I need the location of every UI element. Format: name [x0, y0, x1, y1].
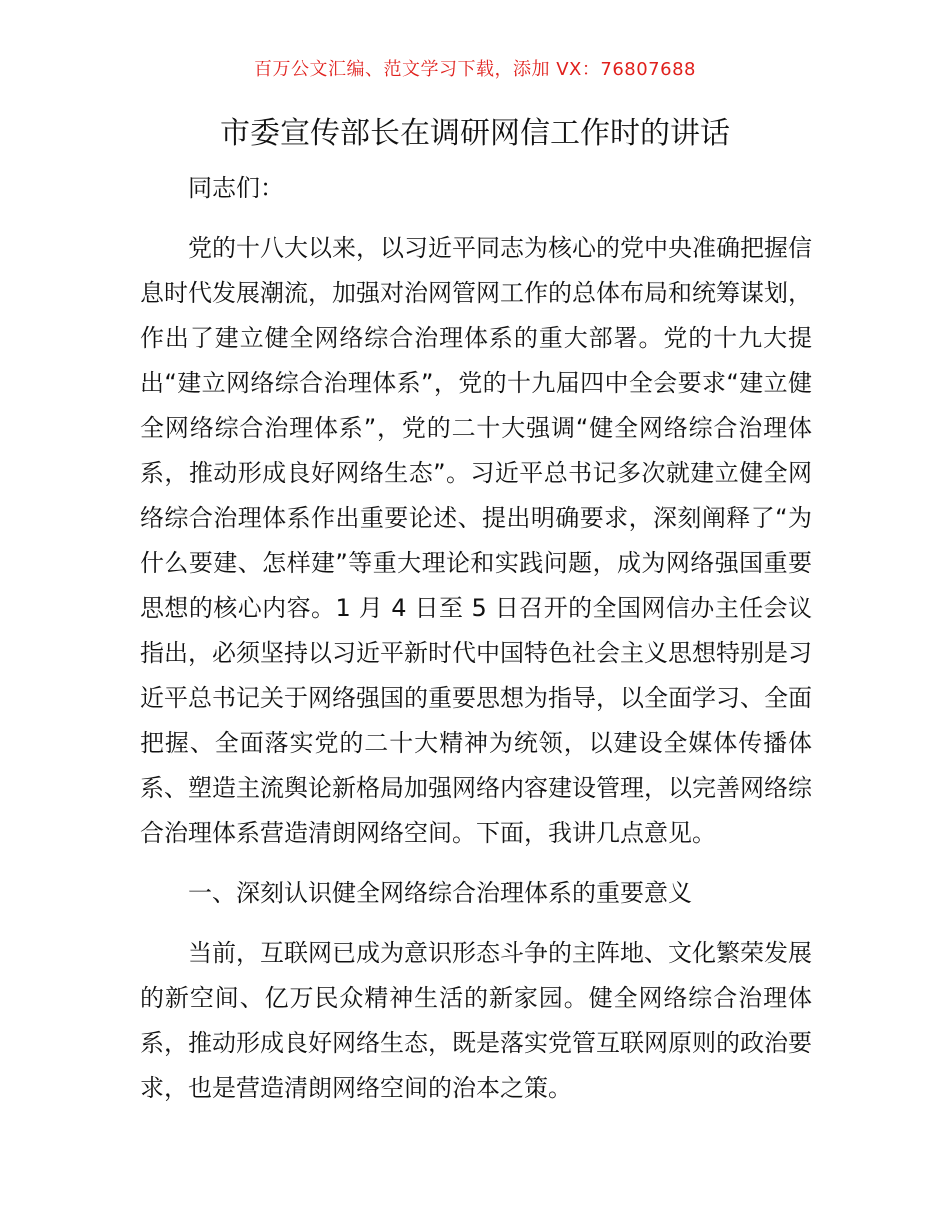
section-paragraph: 当前，互联网已成为意识形态斗争的主阵地、文化繁荣发展的新空间、亿万民众精神生活的新家园。健全网络综合治理体系，推动形成良好网络生态，既是落实党管互联网原则的政治要求，也是营造清朗网络空间的治本之策。 — [140, 939, 812, 1102]
document-title: 市委宣传部长在调研网信工作时的讲话 — [220, 116, 730, 151]
header-watermark-text: 百万公文汇编、范文学习下载，添加 VX：76807688 — [254, 59, 696, 80]
section-heading: 一、深刻认识健全网络综合治理体系的重要意义 — [188, 879, 692, 907]
salutation: 同志们： — [188, 174, 284, 202]
intro-paragraph: 党的十八大以来，以习近平同志为核心的党中央准确把握信息时代发展潮流，加强对治网管网工作的总体布局和统筹谋划，作出了建立健全网络综合治理体系的重大部署。党的十九大提出“建立网络综合治理体系”，党的十九届四中全会要求“建立健全网络综合治理体系”，党的二十大强调“健全网络综合治理体系，推动形成良好网络生态”。习近平总书记多次就建立健全网络综合治理体系作出重要论述、提出明确要求，深刻阐释了“为什么要建、怎样建”等重大理论和实践问题，成为网络强国重要思想的核心内容。1 月 4 日至 5 日召开的全国网信办主任会议指出，必须坚持以习近平新时代中国特色社会主义思想特别是习近平总书记关于网络强国的重要思想为指导，以全面学习、全面把握、全面落实党的二十大精神为统领，以建设全媒体传播体系、塑造主流舆论新格局加强网络内容建设管理，以完善网络综合治理体系营造清朗网络空间。下面，我讲几点意见。 — [140, 234, 812, 847]
document-body — [140, 166, 812, 1111]
